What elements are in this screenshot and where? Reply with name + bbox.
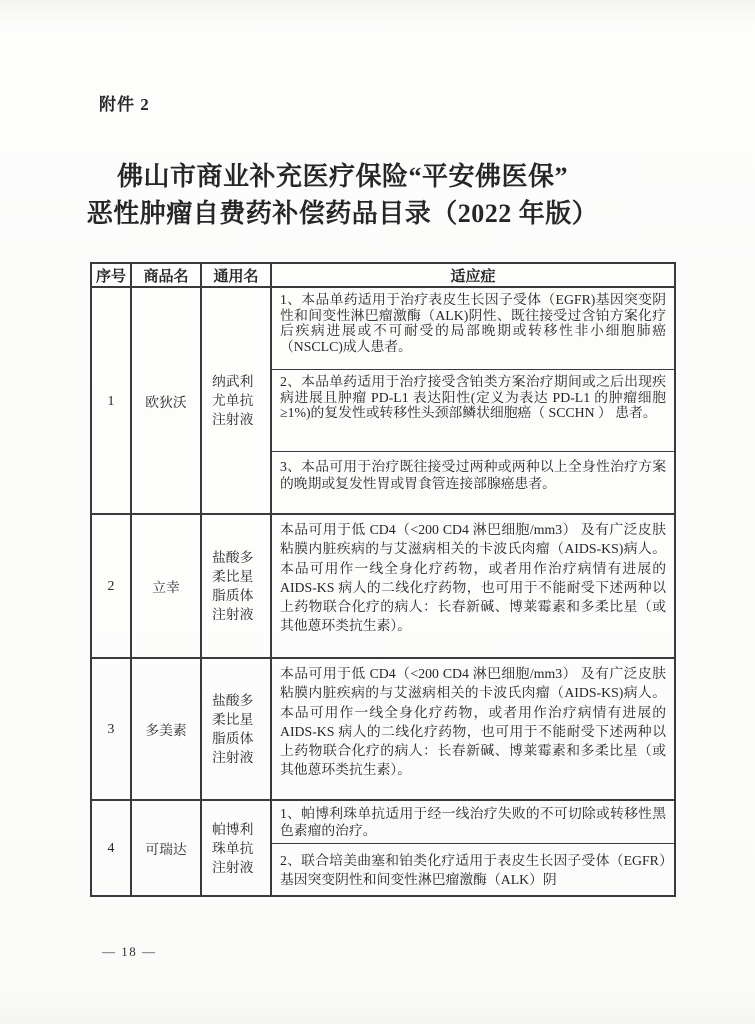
cell-generic-name: 盐酸多柔比星脂质体注射液 (202, 659, 272, 799)
indication-item: 1、本品单药适用于治疗表皮生长因子受体（EGFR)基因突变阴性和间变性淋巴瘤激酶（ALK)阴性、既往接受过含铂方案化疗后疾病进展或不可耐受的局部晚期或转移性非小细胞肺癌（NSCLC)成人患者。 (272, 288, 674, 370)
indication-item: 3、本品可用于治疗既往接受过两种或两种以上全身性治疗方案的晚期或复发性胃或胃食管连接部腺癌患者。 (280, 459, 666, 491)
cell-seq: 4 (92, 801, 132, 895)
column-header-brand-name: 商品名 (132, 264, 202, 286)
cell-generic-name: 纳武利尤单抗注射液 (202, 288, 272, 513)
table-row-1 (92, 288, 674, 515)
indication-item: 本品可用于低 CD4（<200 CD4 淋巴细胞/mm3） 及有广泛皮肤粘膜内脏疾病的与艾滋病相关的卡波氏肉瘤（AIDS-KS)病人。本品可用作一线全身化疗药物，或者用作治疗病情有进展的 AIDS-KS 病人的二线化疗药物，也可用于不能耐受下述两种以上药物联合化疗的病人：长春新碱、博莱霉素和多柔比星（或其他蒽环类抗生素）。 (280, 666, 666, 778)
table-row-3 (92, 659, 674, 801)
cell-brand-name: 立幸 (132, 515, 202, 657)
document-title-line1: 佛山市商业补充医疗保险“平安佛医保” (116, 162, 568, 191)
table-header-row (92, 264, 674, 288)
cell-seq: 1 (92, 288, 132, 513)
cell-indications (272, 801, 674, 895)
document-title-line2: 恶性肿瘤自费药补偿药品目录（2022 年版） (86, 199, 599, 228)
cell-brand-name: 欧狄沃 (132, 288, 202, 513)
cell-generic-name: 帕博利珠单抗注射液 (202, 801, 272, 895)
attachment-label: 附件 2 (99, 95, 150, 114)
cell-seq: 3 (92, 659, 132, 799)
cell-brand-name: 多美素 (132, 659, 202, 799)
cell-indications (272, 288, 674, 513)
table-row-4 (92, 801, 674, 895)
document-title (30, 158, 655, 232)
drug-catalog-table (90, 262, 676, 897)
cell-seq: 2 (92, 515, 132, 657)
indication-item: 2、联合培美曲塞和铂类化疗适用于表皮生长因子受体（EGFR）基因突变阴性和间变性淋巴瘤激酶（ALK）阴 (280, 853, 666, 887)
column-header-indications: 适应症 (450, 268, 496, 285)
page-number: — 18 — (102, 944, 157, 959)
table-row-2 (92, 515, 674, 659)
column-header-seq: 序号 (92, 264, 132, 286)
column-header-generic-name: 通用名 (202, 264, 272, 286)
cell-indications (272, 659, 674, 799)
indication-item: 1、帕博利珠单抗适用于经一线治疗失败的不可切除或转移性黑色素瘤的治疗。 (272, 801, 674, 844)
cell-brand-name: 可瑞达 (132, 801, 202, 895)
indication-item: 2、本品单药适用于治疗接受含铂类方案治疗期间或之后出现疾病进展且肿瘤 PD-L1 表达阳性(定义为表达 PD-L1 的肿瘤细胞≥1%)的复发性或转移性头颈部鳞状细胞癌（ SCCHN ） 患者。 (272, 370, 674, 452)
indication-item: 本品可用于低 CD4（<200 CD4 淋巴细胞/mm3） 及有广泛皮肤粘膜内脏疾病的与艾滋病相关的卡波氏肉瘤（AIDS-KS)病人。本品可用作一线全身化疗药物，或者用作治疗病情有进展的 AIDS-KS 病人的二线化疗药物，也可用于不能耐受下述两种以上药物联合化疗的病人：长春新碱、博莱霉素和多柔比星（或其他蒽环类抗生素）。 (280, 522, 666, 634)
cell-generic-name: 盐酸多柔比星脂质体注射液 (202, 515, 272, 657)
cell-indications (272, 515, 674, 657)
